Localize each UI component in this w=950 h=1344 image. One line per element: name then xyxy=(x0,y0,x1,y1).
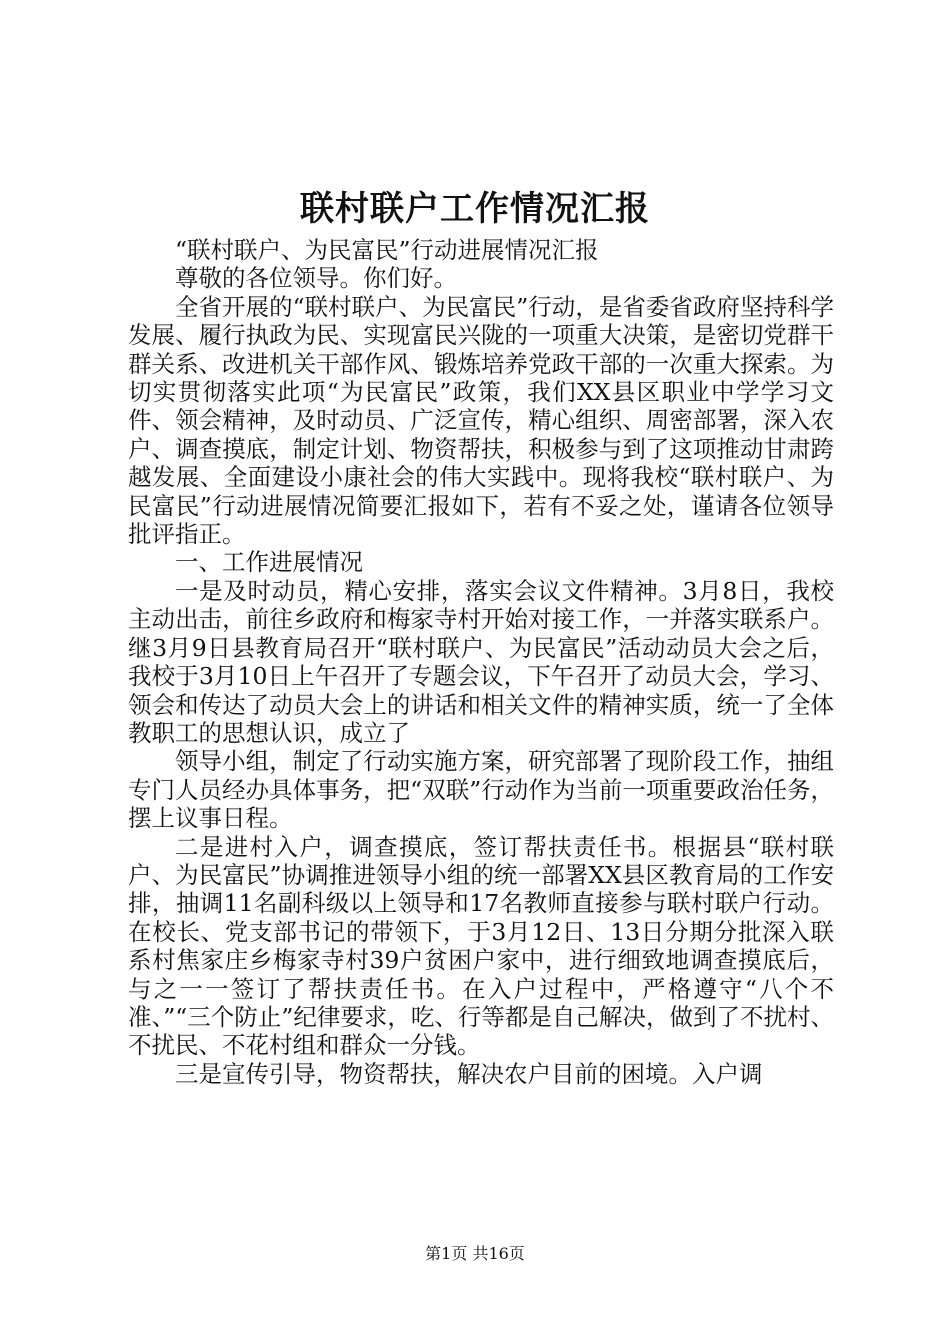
paragraph-heading: “联村联户、为民富民”行动进展情况汇报 xyxy=(175,236,599,264)
paragraph: 领导小组，制定了行动实施方案，研究部署了现阶段工作，抽组专门人员经办具体事务，把“双联”行动作为当前一项重要政治任务，摆上议事日程。 xyxy=(128,747,834,833)
paragraph-intro: 全省开展的“联村联户、为民富民”行动，是省委省政府坚持科学发展、履行执政为民、实现富民兴陇的一项重大决策，是密切党群干群关系、改进机关干部作风、锻炼培养党政干部的一次重大探索。为切实贯彻落实此项“为民富民”政策，我们XX县区职业中学学习文件、领会精神，及时动员、广泛宣传，精心组织、周密部署，深入农户、调查摸底，制定计划、物资帮扶，积极参与到了这项推动甘肃跨越发展、全面建设小康社会的伟大实践中。现将我校“联村联户、为民富民”行动进展情况简要汇报如下，若有不妥之处，谨请各位领导批评指正。 xyxy=(128,292,834,549)
paragraph: 二是进村入户，调查摸底，签订帮扶责任书。根据县“联村联户、为民富民”协调推进领导小组的统一部署XX县区教育局的工作安排，抽调11名副科级以上领导和17名教师直接参与联村联户行动。在校长、党支部书记的带领下，于3月12日、13日分期分批深入联系村焦家庄乡梅家寺村39户贫困户家中，进行细致地调查摸底后，与之一一签订了帮扶责任书。在入户过程中，严格遵守“八个不准、”“三个防止”纪律要求，吃、行等都是自己解决，做到了不扰村、不扰民、不花村组和群众一分钱。 xyxy=(128,832,834,1060)
section-heading: 一、工作进展情况 xyxy=(175,548,363,577)
paragraph: 三是宣传引导，物资帮扶，解决农户目前的困境。入户调 xyxy=(175,1059,763,1088)
paragraph-greeting: 尊敬的各位领导。你们好。 xyxy=(175,264,457,293)
page-footer: 第1页 共16页 xyxy=(425,1244,525,1263)
paragraph: 一是及时动员，精心安排，落实会议文件精神。3月8日，我校主动出击，前往乡政府和梅家寺村开始对接工作，一并落实联系户。继3月9日县教育局召开“联村联户、为民富民”活动动员大会之后，我校于3月10日上午召开了专题会议，下午召开了动员大会，学习、领会和传达了动员大会上的讲话和相关文件的精神实质，统一了全体教职工的思想认识，成立了 xyxy=(128,576,834,747)
document-body xyxy=(128,236,834,1088)
document-title: 联村联户工作情况汇报 xyxy=(300,189,650,229)
